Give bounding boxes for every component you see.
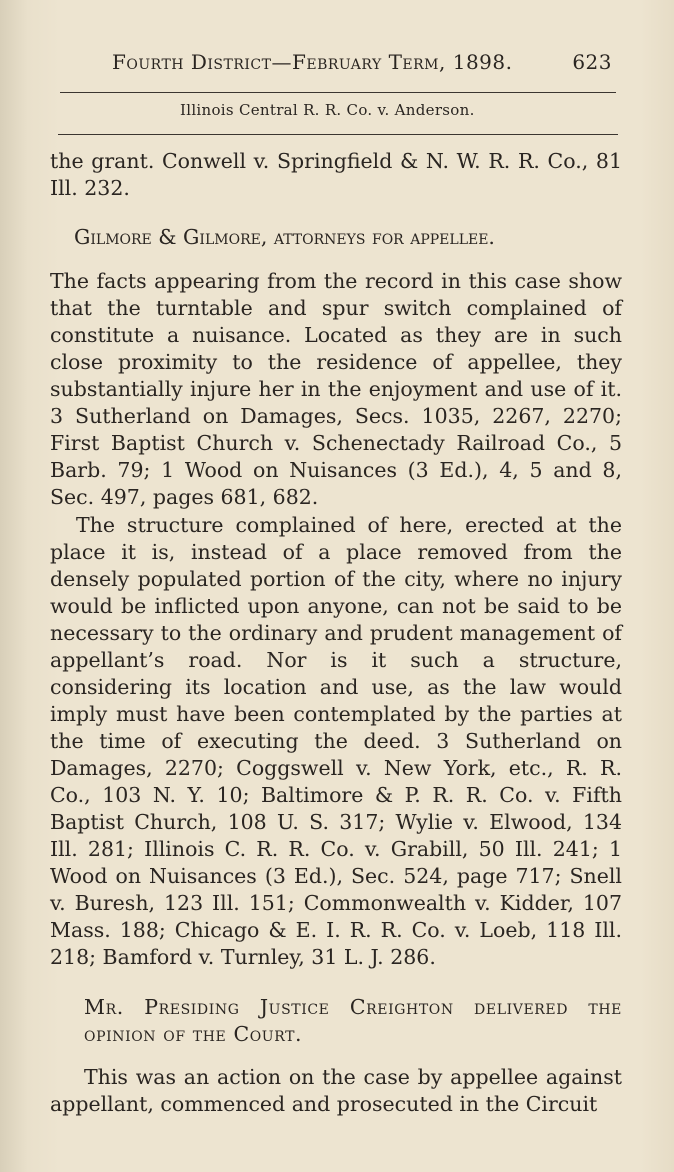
header-rule-bottom bbox=[58, 134, 618, 135]
header-rule-top bbox=[60, 92, 616, 93]
paragraph-structure: The structure complained of here, erected at the place it is, instead of a place removed from the densely populated portion of the city, where no injury would be inflicted upon anyone, can not be said to be necessary to the ordinary and prudent management of appellant’s road. Nor is it such a structure, considering its location and use, as the law would imply must have been contemplated by the parties at the time of executing the deed. 3 Sutherland on Damages, 2270; Coggswell v. New York, etc., R. R. Co., 103 N. Y. 10; Baltimore & P. R. R. Co. v. Fifth Baptist Church, 108 U. S. 317; Wylie v. Elwood, 134 Ill. 281; Illinois C. R. R. Co. v. Grabill, 50 Ill. 241; 1 Wood on Nuisances (3 Ed.), Sec. 524, page 717; Snell v. Buresh, 123 Ill. 151; Commonwealth v. Kidder, 107 Mass. 188; Chicago & E. I. R. R. Co. v. Loeb, 118 Ill. 218; Bamford v. Turnley, 31 L. J. 286. bbox=[50, 513, 622, 969]
case-title: Illinois Central R. R. Co. v. Anderson. bbox=[180, 101, 475, 119]
page-number: 623 bbox=[572, 50, 612, 74]
paragraph-presiding-justice: Mr. Presiding Justice Creighton delivered the opinion of the Court. bbox=[84, 995, 622, 1046]
running-head bbox=[112, 50, 612, 74]
paragraph-opinion: This was an action on the case by appellee against appellant, commenced and prosecuted in the Circuit bbox=[50, 1065, 622, 1116]
running-title: Fourth District—February Term, 1898. bbox=[112, 50, 513, 74]
paragraph-attorneys: Gilmore & Gilmore, attorneys for appellee. bbox=[74, 225, 495, 249]
paragraph-grant: the grant. Conwell v. Springfield & N. W. R. R. Co., 81 Ill. 232. bbox=[50, 149, 622, 200]
paragraph-facts: The facts appearing from the record in this case show that the turntable and spur switch complained of constitute a nuisance. Located as they are in such close proximity to the residence of appellee, they substantially injure her in the enjoyment and use of it. 3 Sutherland on Damages, Secs. 1035, 2267, 2270; First Baptist Church v. Schenectady Railroad Co., 5 Barb. 79; 1 Wood on Nuisances (3 Ed.), 4, 5 and 8, Sec. 497, pages 681, 682. bbox=[50, 269, 622, 509]
